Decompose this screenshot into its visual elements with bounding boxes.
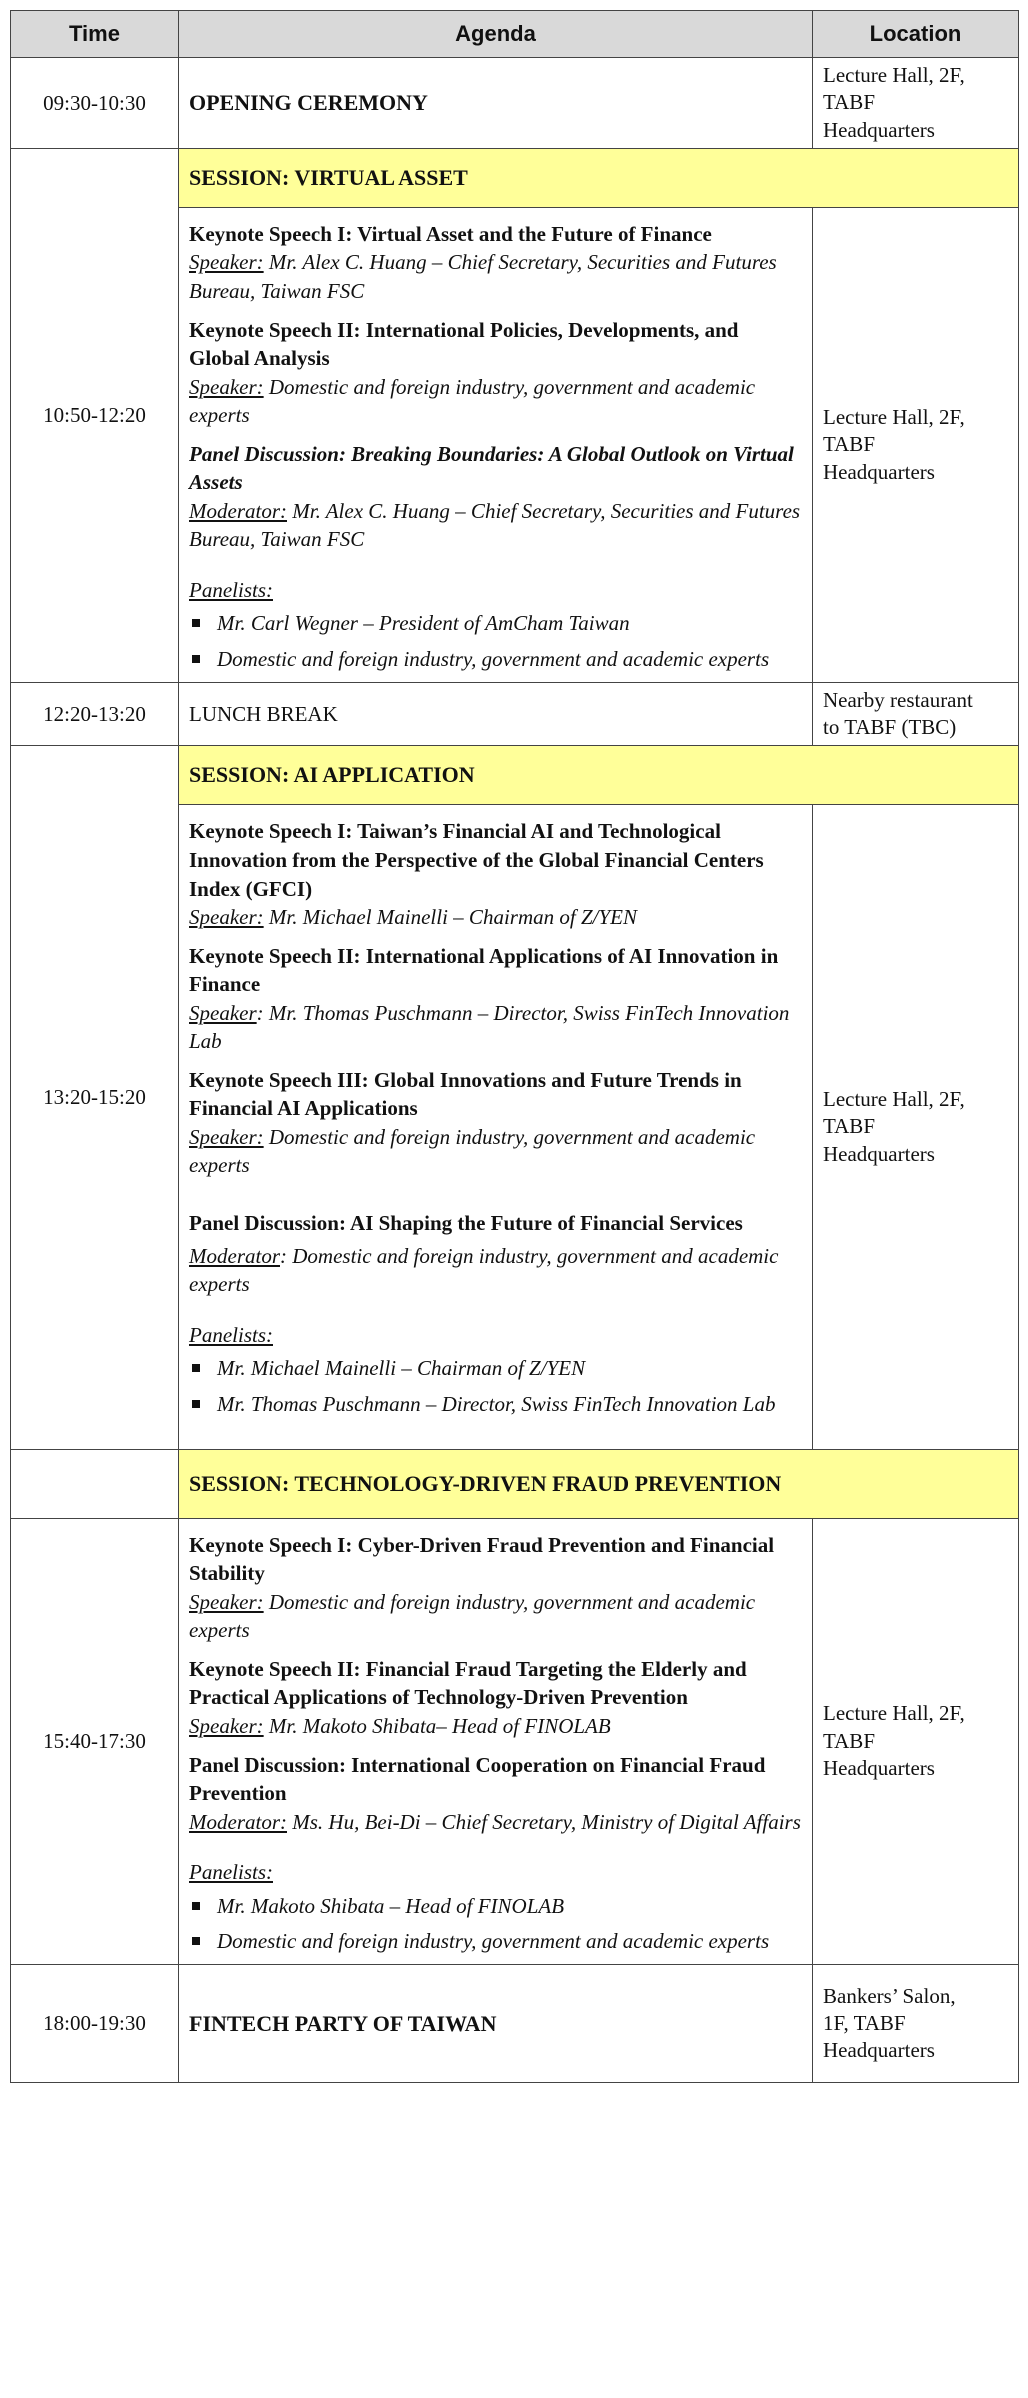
location-line: Headquarters [823, 1141, 935, 1166]
role-text: Mr. Alex C. Huang – Chief Secretary, Securities and Futures Bureau, Taiwan FSC [189, 250, 777, 303]
item-title: Keynote Speech II: International Applications of AI Innovation in Finance [189, 943, 779, 997]
location-cell [813, 1965, 1019, 2083]
time-cell: 13:20-15:20 [11, 746, 179, 1449]
location-cell [813, 682, 1019, 746]
location-line: Bankers’ Salon, [823, 1983, 956, 2008]
role-label: Speaker: [189, 1124, 264, 1149]
location-line: Headquarters [823, 1756, 935, 1781]
panelists-label: Panelists: [189, 577, 273, 602]
session-header-row [11, 746, 1019, 805]
session-agenda-cell [179, 805, 813, 1449]
location-cell [813, 1518, 1019, 1964]
session-title: SESSION: VIRTUAL ASSET [179, 148, 1019, 207]
item-title: Panel Discussion: AI Shaping the Future of Financial Services [189, 1210, 743, 1235]
role-label: Speaker: [189, 1713, 264, 1738]
time-cell-empty [11, 1449, 179, 1518]
item-title: Keynote Speech I: Taiwan’s Financial AI and Technological Innovation from the Perspective of the Global Financial Centers Index (GFCI) [189, 819, 764, 901]
item-title: Keynote Speech II: International Policies, Developments, and Global Analysis [189, 317, 739, 371]
role-text: Domestic and foreign industry, government and academic experts [189, 374, 756, 428]
session-agenda-cell [179, 207, 813, 682]
list-item: Mr. Thomas Puschmann – Director, Swiss FinTech Innovation Lab [189, 1387, 802, 1423]
location-line: Lecture Hall, 2F, [823, 404, 965, 429]
agenda-title: OPENING CEREMONY [179, 58, 813, 149]
location-cell [813, 207, 1019, 682]
agenda-document [10, 10, 1018, 2083]
table-header-row [11, 11, 1019, 58]
agenda-item [189, 942, 802, 1056]
agenda-item [189, 440, 802, 554]
role-label: Moderator: [189, 498, 287, 523]
location-line: TABF [823, 90, 875, 115]
item-title: Keynote Speech I: Virtual Asset and the Future of Finance [189, 221, 712, 246]
header-agenda: Agenda [179, 11, 813, 58]
role-text: Mr. Alex C. Huang – Chief Secretary, Securities and Futures Bureau, Taiwan FSC [189, 498, 801, 552]
agenda-item [189, 1206, 802, 1299]
time-cell: 18:00-19:30 [11, 1965, 179, 2083]
agenda-item [189, 1066, 802, 1180]
location-line: TABF [823, 432, 875, 457]
list-item: Domestic and foreign industry, government and academic experts [189, 642, 802, 678]
role-text: Ms. Hu, Bei-Di – Chief Secretary, Ministry of Digital Affairs [287, 1809, 801, 1834]
agenda-item [189, 1531, 802, 1645]
location-line: Lecture Hall, 2F, [823, 1087, 965, 1112]
header-location: Location [813, 11, 1019, 58]
location-line: Headquarters [823, 117, 935, 142]
agenda-item [189, 316, 802, 430]
role-text: : Domestic and foreign industry, government and academic experts [189, 1243, 779, 1297]
cell-spacer [189, 1423, 802, 1445]
panelists-label: Panelists: [189, 1322, 273, 1347]
panelists-label: Panelists: [189, 1860, 273, 1885]
item-title: Keynote Speech II: Financial Fraud Targeting the Elderly and Practical Applications of Technology-Driven Prevention [189, 1656, 747, 1710]
agenda-table [10, 10, 1019, 2083]
item-title: Panel Discussion: International Cooperation on Financial Fraud Prevention [189, 1752, 766, 1806]
session-title: SESSION: TECHNOLOGY-DRIVEN FRAUD PREVENTION [179, 1449, 1019, 1518]
time-cell: 09:30-10:30 [11, 58, 179, 149]
agenda-title: FINTECH PARTY OF TAIWAN [179, 1965, 813, 2083]
session-header-row [11, 1449, 1019, 1518]
list-item: Mr. Makoto Shibata – Head of FINOLAB [189, 1889, 802, 1925]
location-line: 1F, TABF [823, 2010, 906, 2035]
role-label: Speaker [189, 1000, 257, 1025]
role-label: Moderator: [189, 1809, 287, 1834]
location-line: Lecture Hall, 2F, [823, 63, 965, 87]
role-text: Mr. Michael Mainelli – Chairman of Z/YEN [263, 905, 637, 930]
agenda-item [189, 1655, 802, 1741]
agenda-title: LUNCH BREAK [179, 682, 813, 746]
role-label: Speaker: [189, 250, 264, 275]
location-cell [813, 805, 1019, 1449]
session-header-row [11, 148, 1019, 207]
item-title: Keynote Speech III: Global Innovations and Future Trends in Financial AI Applications [189, 1067, 742, 1121]
location-line: Nearby restaurant [823, 687, 973, 712]
role-text: : Mr. Thomas Puschmann – Director, Swiss FinTech Innovation Lab [189, 1000, 790, 1054]
role-text: Domestic and foreign industry, government and academic experts [189, 1124, 756, 1178]
agenda-item [189, 220, 802, 306]
list-item: Domestic and foreign industry, government and academic experts [189, 1924, 802, 1960]
time-cell: 15:40-17:30 [11, 1518, 179, 1964]
time-cell: 12:20-13:20 [11, 682, 179, 746]
location-line: TABF [823, 1728, 875, 1753]
table-row-opening [11, 58, 1019, 149]
role-text: Mr. Makoto Shibata– Head of FINOLAB [263, 1713, 611, 1738]
list-item: Mr. Carl Wegner – President of AmCham Taiwan [189, 606, 802, 642]
list-item: Mr. Michael Mainelli – Chairman of Z/YEN [189, 1351, 802, 1387]
table-row-lunch [11, 682, 1019, 746]
agenda-item [189, 1751, 802, 1837]
session-content-row [11, 1518, 1019, 1964]
role-label: Moderator [189, 1243, 280, 1268]
session-agenda-cell [179, 1518, 813, 1964]
panelists-list [189, 606, 802, 677]
panelists-list [189, 1351, 802, 1422]
time-cell: 10:50-12:20 [11, 148, 179, 682]
panelists-list [189, 1889, 802, 1960]
location-line: Headquarters [823, 2038, 935, 2063]
item-title: Panel Discussion: Breaking Boundaries: A Global Outlook on Virtual Assets [189, 441, 794, 495]
item-title: Keynote Speech I: Cyber-Driven Fraud Prevention and Financial Stability [189, 1532, 775, 1586]
table-row-party [11, 1965, 1019, 2083]
location-line: TABF [823, 1114, 875, 1139]
location-line: Lecture Hall, 2F, [823, 1701, 965, 1726]
location-line: to TABF (TBC) [823, 715, 957, 740]
location-line: Headquarters [823, 459, 935, 484]
role-label: Speaker: [189, 1589, 264, 1614]
role-label: Speaker: [189, 374, 264, 399]
role-text: Domestic and foreign industry, government and academic experts [189, 1589, 756, 1643]
session-title: SESSION: AI APPLICATION [179, 746, 1019, 805]
header-time: Time [11, 11, 179, 58]
role-label: Speaker: [189, 905, 264, 930]
agenda-item [189, 817, 802, 931]
location-cell [813, 58, 1019, 149]
